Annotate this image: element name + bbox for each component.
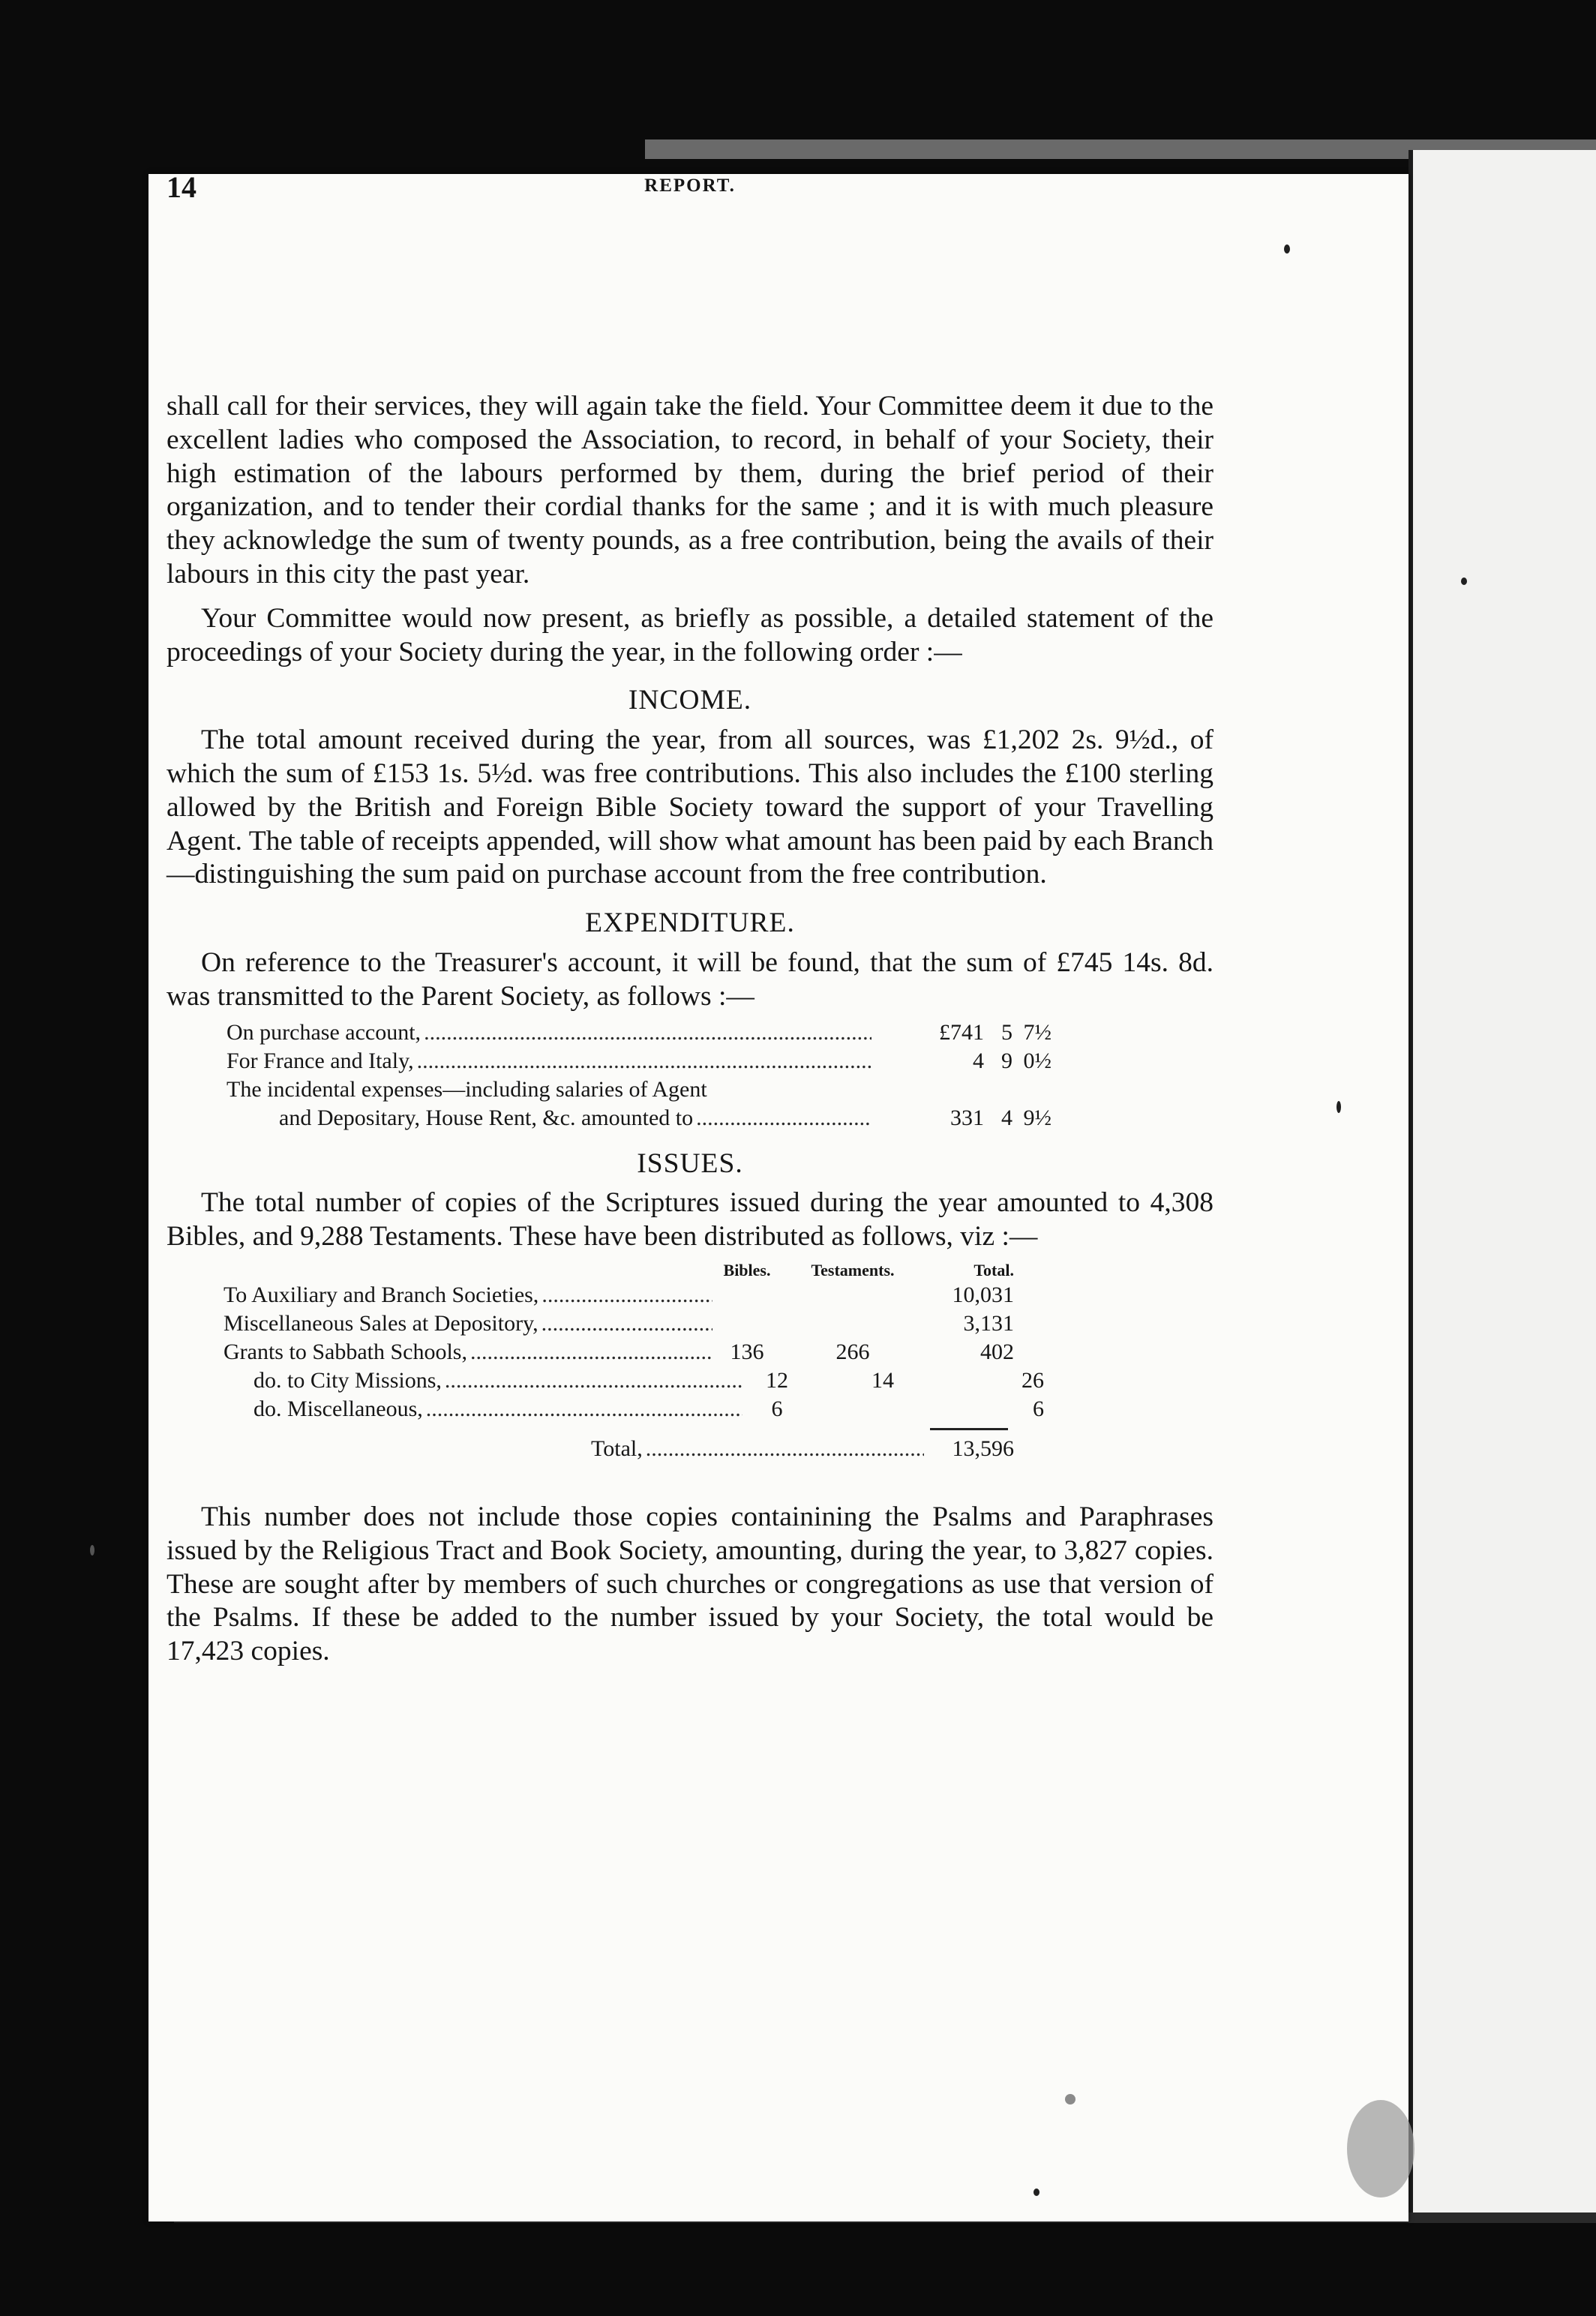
cell-total: 26 bbox=[1022, 1367, 1044, 1393]
row-label: do. Miscellaneous, bbox=[254, 1396, 423, 1421]
expenditure-label: On purchase account, bbox=[226, 1019, 422, 1045]
incidental-line-1: The incidental expenses—including salaries of Agent bbox=[226, 1076, 707, 1102]
table-row bbox=[224, 1281, 1094, 1310]
paper-speck bbox=[1336, 1101, 1341, 1113]
paper-speck bbox=[1065, 2094, 1076, 2104]
closing-paragraph: This number does not include those copies containining the Psalms and Paraphrases issued by the Religious Tract and Book Society, amounting, during the year, to 3,827 copies. These are sought after by members of such churches or congregations as use that version of the Psalms. If these be added to the number issued by your Society, the total would be 17,423 copies. bbox=[166, 1501, 1214, 1667]
row-label: Grants to Sabbath Schools, bbox=[224, 1339, 467, 1364]
expenditure-pounds: 331 bbox=[950, 1105, 984, 1130]
expenditure-row bbox=[226, 1018, 1052, 1047]
paper-speck bbox=[90, 1545, 94, 1556]
expenditure-pence: 7½ bbox=[1023, 1019, 1052, 1045]
facing-page bbox=[1408, 150, 1596, 2220]
expenditure-table bbox=[226, 1018, 1052, 1132]
running-head: REPORT. bbox=[644, 176, 736, 196]
row-label: do. to City Missions, bbox=[254, 1367, 442, 1393]
cell-bibles: 6 bbox=[771, 1396, 783, 1421]
header-testaments: Testaments. bbox=[811, 1260, 895, 1280]
expenditure-row bbox=[226, 1076, 1052, 1104]
paragraph-statement-intro: Your Committee would now present, as briefly as possible, a detailed statement of the proceedings of your Society during the year, in the following order :— bbox=[166, 602, 1214, 668]
paper-stain bbox=[1347, 2100, 1414, 2198]
issues-table bbox=[224, 1260, 1094, 1463]
expenditure-row bbox=[226, 1104, 1052, 1132]
expenditure-pounds: £741 bbox=[939, 1019, 984, 1045]
expenditure-pence: 0½ bbox=[1023, 1048, 1052, 1073]
cell-bibles: 136 bbox=[730, 1339, 764, 1364]
header-bibles: Bibles. bbox=[723, 1260, 771, 1280]
expenditure-shillings: 9 bbox=[1001, 1048, 1012, 1073]
table-row bbox=[224, 1366, 1094, 1395]
issues-paragraph: The total number of copies of the Scriptures issued during the year amounted to 4,308 Bibles, and 9,288 Testaments. These have been distributed as follows, viz :— bbox=[166, 1187, 1214, 1252]
cell-total: 3,131 bbox=[963, 1310, 1014, 1336]
cell-testaments: 14 bbox=[872, 1367, 894, 1393]
paragraph-continuation: shall call for their services, they will again take the field. Your Committee deem it due to the excellent ladies who composed the Association, to record, in behalf of your Society, their high estimation of the labours performed by them, during the brief period of their organization, and to tender their cordial thanks for the same ; and it is with much pleasure they acknowledge the sum of twenty pounds, as a free contribution, being the avails of their labours in this city the past year. bbox=[166, 391, 1214, 590]
issues-heading: ISSUES. bbox=[637, 1148, 743, 1179]
cell-total: 10,031 bbox=[952, 1282, 1014, 1307]
total-rule bbox=[930, 1428, 1008, 1430]
expenditure-paragraph: On reference to the Treasurer's account, it will be found, that the sum of £745 14s. 8d. was transmitted to the Parent Society, as follows :— bbox=[166, 946, 1214, 1012]
cell-testaments: 266 bbox=[836, 1339, 870, 1364]
paper-speck bbox=[1284, 244, 1290, 254]
cell-bibles: 12 bbox=[766, 1367, 788, 1393]
expenditure-shillings: 5 bbox=[1001, 1019, 1012, 1045]
expenditure-row bbox=[226, 1047, 1052, 1076]
expenditure-pence: 9½ bbox=[1023, 1105, 1052, 1130]
cell-total: 402 bbox=[980, 1339, 1014, 1364]
expenditure-label: For France and Italy, bbox=[226, 1048, 414, 1073]
page-header bbox=[166, 170, 1214, 214]
table-row bbox=[224, 1338, 1094, 1366]
incidental-line-2: and Depositary, House Rent, &c. amounted to bbox=[279, 1105, 694, 1130]
table-row bbox=[224, 1395, 1094, 1424]
paper-speck bbox=[1461, 578, 1467, 585]
body-text bbox=[166, 390, 1214, 1669]
total-row bbox=[224, 1435, 1094, 1463]
cell-total: 6 bbox=[1033, 1396, 1044, 1421]
row-label: Miscellaneous Sales at Depository, bbox=[224, 1310, 538, 1336]
page-number: 14 bbox=[166, 170, 196, 204]
expenditure-heading: EXPENDITURE. bbox=[585, 908, 795, 939]
expenditure-pounds: 4 bbox=[973, 1048, 984, 1073]
income-paragraph: The total amount received during the year, from all sources, was £1,202 2s. 9½d., of which the sum of £153 1s. 5½d. was free contributions. This also includes the £100 sterling allowed by the British and Foreign Bible Society toward the support of your Travelling Agent. The table of receipts appended, will show what amount has been paid by each Branch—distinguishing the sum paid on purchase account from the free contribution. bbox=[166, 724, 1214, 890]
paper-speck bbox=[1034, 2188, 1040, 2196]
table-row bbox=[224, 1310, 1094, 1338]
header-total: Total. bbox=[974, 1260, 1014, 1280]
issues-table-header bbox=[224, 1260, 1094, 1281]
income-heading: INCOME. bbox=[628, 685, 752, 716]
row-label: To Auxiliary and Branch Societies, bbox=[224, 1282, 539, 1307]
expenditure-shillings: 4 bbox=[1001, 1105, 1012, 1130]
total-value: 13,596 bbox=[952, 1436, 1014, 1461]
total-label: Total, bbox=[591, 1436, 643, 1461]
